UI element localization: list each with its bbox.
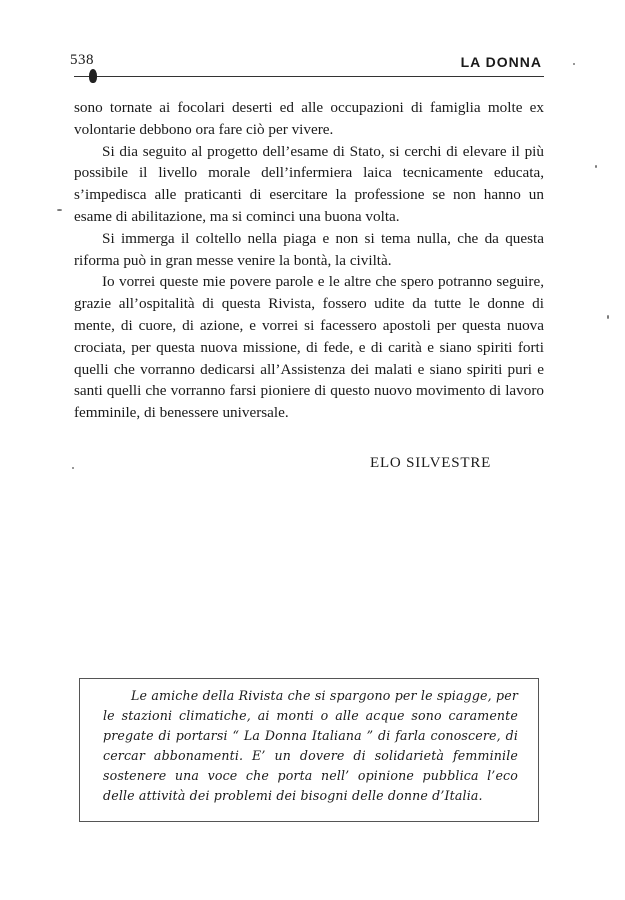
margin-speck xyxy=(607,315,609,319)
margin-speck xyxy=(72,467,74,469)
article-body xyxy=(74,97,544,424)
paragraph: Si dia seguito al progetto dell’esame di Stato, si cerchi di elevare il più possibile il livello morale dell’infermiera laica tecnicamente educata, s’impedisca alle praticanti di esercitare la professione se non hanno un esame di abilitazione, ma si cominci una buona volta. xyxy=(74,142,544,225)
paragraph: sono tornate ai focolari deserti ed alle occupazioni di famiglia molte ex volontarie debbono ora fare ciò per vivere. xyxy=(74,99,544,138)
margin-speck xyxy=(595,165,597,168)
page-number: 538 xyxy=(70,52,94,68)
author-signature: ELO SILVESTRE xyxy=(370,455,492,471)
paragraph: Io vorrei queste mie povere parole e le altre che spero potranno seguire, grazie all’ospitalità di questa Rivista, fossero udite da tutte le donne di mente, di cuore, di azione, e vorrei si facessero apostoli per questa nuova crociata, per questa nuova missione, di fede, e di carità e siano spiriti forti quelli che vorranno dedicarsi all’Assistenza dei malati e siano spiriti puri e santi quelli che vorranno farsi pioniere di questo nuovo movimento di lavoro femminile, di benessere universale. xyxy=(74,273,544,422)
rule-ornament xyxy=(89,69,97,83)
margin-speck xyxy=(573,63,575,65)
paragraph: Si immerga il coltello nella piaga e non si tema nulla, che da questa riforma può in gran messe venire la bontà, la civiltà. xyxy=(74,229,544,269)
notice-text: Le amiche della Rivista che si spargono per le spiagge, per le stazioni climatiche, ai monti o alle acque sono caramente pregate di portarsi “ La Donna Italiana ” di farla conoscere, di cercar abbonamenti. E’ un dovere di solidarietà femminile sostenere una voce che porta nell’ opinione pubblica l’eco delle attività dei problemi dei bisogni delle donne d’Italia. xyxy=(103,688,518,803)
running-title: LA DONNA xyxy=(460,54,542,70)
margin-speck xyxy=(57,209,62,211)
header-rule xyxy=(74,76,544,77)
